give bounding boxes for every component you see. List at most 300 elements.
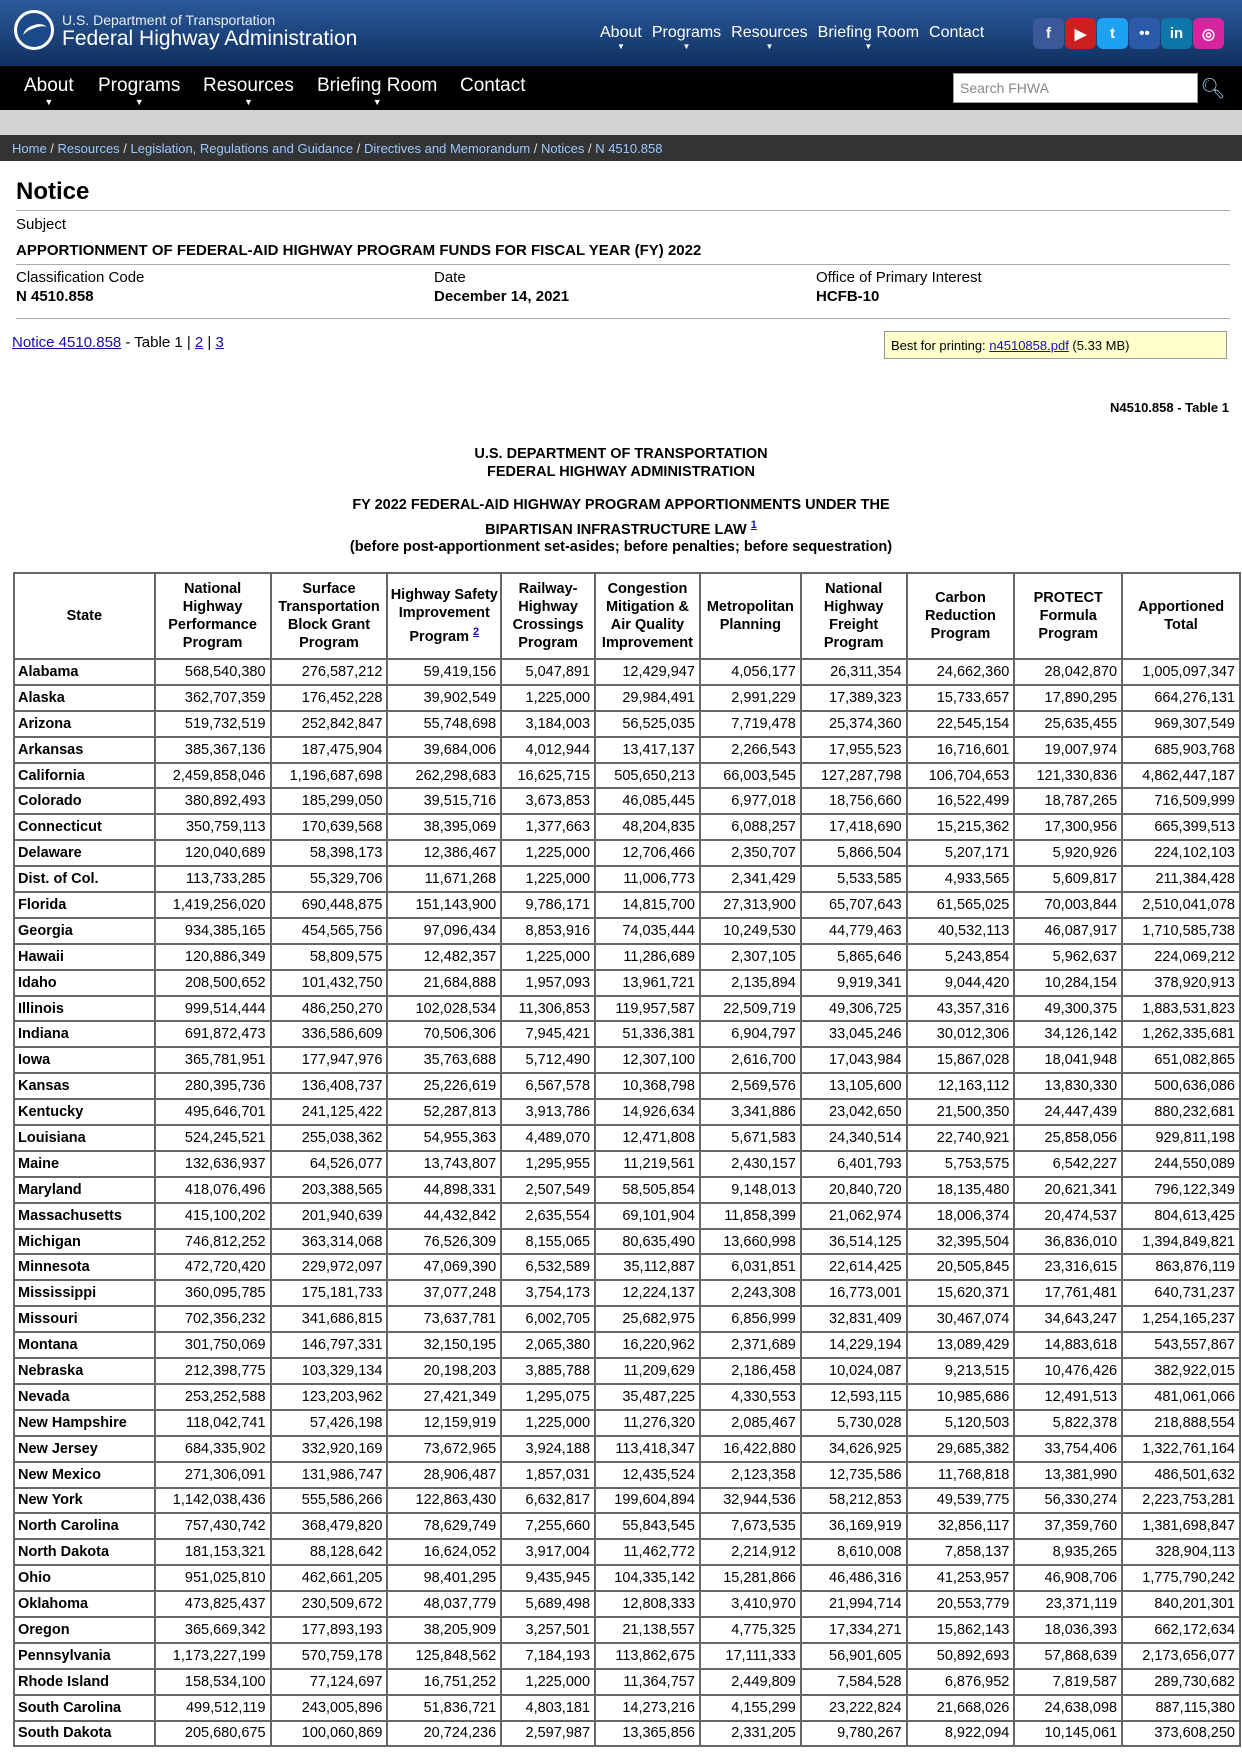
amount-cell: 70,003,844 xyxy=(1014,892,1122,918)
amount-cell: 934,385,165 xyxy=(155,918,271,944)
amount-cell: 9,044,420 xyxy=(907,970,1015,996)
amount-cell: 13,417,137 xyxy=(595,737,700,763)
amount-cell: 16,625,715 xyxy=(501,763,595,789)
search-icon[interactable]: 🔍︎ xyxy=(1200,77,1226,100)
amount-cell: 22,509,719 xyxy=(700,996,801,1022)
amount-cell: 136,408,737 xyxy=(271,1073,388,1099)
table-row xyxy=(14,685,1240,711)
state-cell: New York xyxy=(14,1488,155,1514)
state-cell: North Dakota xyxy=(14,1539,155,1565)
amount-cell: 5,609,817 xyxy=(1014,866,1122,892)
amount-cell: 690,448,875 xyxy=(271,892,388,918)
amount-cell: 17,334,271 xyxy=(801,1617,907,1643)
breadcrumb-resources[interactable]: Resources xyxy=(57,141,120,156)
amount-cell: 276,587,212 xyxy=(271,659,388,685)
amount-cell: 6,876,952 xyxy=(907,1669,1015,1695)
amount-cell: 684,335,902 xyxy=(155,1436,271,1462)
breadcrumb-directives[interactable]: Directives and Memorandum xyxy=(363,141,531,156)
top-nav-contact[interactable]: Contact xyxy=(929,24,985,41)
amount-cell: 10,368,798 xyxy=(595,1073,700,1099)
amount-cell: 746,812,252 xyxy=(155,1229,271,1255)
amount-cell: 11,286,689 xyxy=(595,944,700,970)
amount-cell: 64,526,077 xyxy=(271,1151,388,1177)
amount-cell: 30,012,306 xyxy=(907,1021,1015,1047)
amount-cell: 1,173,227,199 xyxy=(155,1643,271,1669)
amount-cell: 49,539,775 xyxy=(907,1488,1015,1514)
amount-cell: 2,371,689 xyxy=(700,1332,801,1358)
amount-cell: 35,112,887 xyxy=(595,1254,700,1280)
amount-cell: 11,768,818 xyxy=(907,1462,1015,1488)
amount-cell: 23,316,615 xyxy=(1014,1254,1122,1280)
table-doc-id: N4510.858 - Table 1 xyxy=(1110,400,1229,415)
amount-cell: 360,095,785 xyxy=(155,1280,271,1306)
amount-cell: 2,507,549 xyxy=(501,1177,595,1203)
breadcrumb-sep: / xyxy=(530,141,541,156)
amount-cell: 211,384,428 xyxy=(1122,866,1240,892)
amount-cell: 12,386,467 xyxy=(387,840,501,866)
amount-cell: 22,545,154 xyxy=(907,711,1015,737)
amount-cell: 121,330,836 xyxy=(1014,763,1122,789)
amount-cell: 12,163,112 xyxy=(907,1073,1015,1099)
amount-cell: 243,005,896 xyxy=(271,1695,388,1721)
amount-cell: 3,184,003 xyxy=(501,711,595,737)
amount-cell: 30,467,074 xyxy=(907,1306,1015,1332)
amount-cell: 59,419,156 xyxy=(387,659,501,685)
amount-cell: 48,204,835 xyxy=(595,814,700,840)
youtube-icon[interactable]: ▶ xyxy=(1065,18,1096,49)
amount-cell: 7,184,193 xyxy=(501,1643,595,1669)
subject-label: Subject xyxy=(16,216,67,233)
amount-cell: 6,002,705 xyxy=(501,1306,595,1332)
amount-cell: 4,862,447,187 xyxy=(1122,763,1240,789)
amount-cell: 65,707,643 xyxy=(801,892,907,918)
state-cell: Idaho xyxy=(14,970,155,996)
amount-cell: 2,430,157 xyxy=(700,1151,801,1177)
amount-cell: 46,087,917 xyxy=(1014,918,1122,944)
amount-cell: 21,994,714 xyxy=(801,1591,907,1617)
amount-cell: 55,329,706 xyxy=(271,866,388,892)
amount-cell: 38,395,069 xyxy=(387,814,501,840)
amount-cell: 22,614,425 xyxy=(801,1254,907,1280)
amount-cell: 12,808,333 xyxy=(595,1591,700,1617)
amount-cell: 56,525,035 xyxy=(595,711,700,737)
amount-cell: 8,155,065 xyxy=(501,1229,595,1255)
table-row xyxy=(14,1254,1240,1280)
top-nav-about[interactable]: About ▼ xyxy=(600,24,642,42)
amount-cell: 4,155,299 xyxy=(700,1695,801,1721)
amount-cell: 418,076,496 xyxy=(155,1177,271,1203)
amount-cell: 73,672,965 xyxy=(387,1436,501,1462)
amount-cell: 5,712,490 xyxy=(501,1047,595,1073)
table-row xyxy=(14,1229,1240,1255)
amount-cell: 125,848,562 xyxy=(387,1643,501,1669)
col-header: Congestion Mitigation & Air Quality Improvement xyxy=(595,573,700,659)
amount-cell: 1,775,790,242 xyxy=(1122,1565,1240,1591)
agency-name[interactable]: Federal Highway Administration xyxy=(62,27,358,50)
amount-cell: 341,686,815 xyxy=(271,1306,388,1332)
table-row xyxy=(14,1513,1240,1539)
nav-resources[interactable]: Resources ▼ xyxy=(203,75,294,97)
table-links xyxy=(12,334,224,351)
amount-cell: 52,287,813 xyxy=(387,1099,501,1125)
amount-cell: 77,124,697 xyxy=(271,1669,388,1695)
amount-cell: 17,043,984 xyxy=(801,1047,907,1073)
amount-cell: 24,662,360 xyxy=(907,659,1015,685)
table-2-link[interactable]: 2 xyxy=(194,334,204,351)
amount-cell: 34,126,142 xyxy=(1014,1021,1122,1047)
amount-cell: 44,779,463 xyxy=(801,918,907,944)
facebook-icon[interactable]: f xyxy=(1033,18,1064,49)
amount-cell: 11,671,268 xyxy=(387,866,501,892)
amount-cell: 17,418,690 xyxy=(801,814,907,840)
amount-cell: 50,892,693 xyxy=(907,1643,1015,1669)
amount-cell: 3,341,886 xyxy=(700,1099,801,1125)
col-header: PROTECT Formula Program xyxy=(1014,573,1122,659)
amount-cell: 9,148,013 xyxy=(700,1177,801,1203)
amount-cell: 2,223,753,281 xyxy=(1122,1488,1240,1514)
breadcrumb-legislation[interactable]: Legislation, Regulations and Guidance xyxy=(130,141,354,156)
amount-cell: 1,225,000 xyxy=(501,944,595,970)
amount-cell: 44,898,331 xyxy=(387,1177,501,1203)
amount-cell: 230,509,672 xyxy=(271,1591,388,1617)
linkedin-icon[interactable]: in xyxy=(1161,18,1192,49)
amount-cell: 14,815,700 xyxy=(595,892,700,918)
amount-cell: 26,311,354 xyxy=(801,659,907,685)
amount-cell: 280,395,736 xyxy=(155,1073,271,1099)
amount-cell: 8,935,265 xyxy=(1014,1539,1122,1565)
amount-cell: 54,955,363 xyxy=(387,1125,501,1151)
amount-cell: 113,862,675 xyxy=(595,1643,700,1669)
amount-cell: 16,773,001 xyxy=(801,1280,907,1306)
nav-briefing-room[interactable]: Briefing Room ▼ xyxy=(317,75,437,97)
top-nav-briefing-room[interactable]: Briefing Room ▼ xyxy=(818,24,919,42)
amount-cell: 46,908,706 xyxy=(1014,1565,1122,1591)
state-cell: North Carolina xyxy=(14,1513,155,1539)
amount-cell: 332,920,169 xyxy=(271,1436,388,1462)
amount-cell: 9,213,515 xyxy=(907,1358,1015,1384)
state-cell: Alabama xyxy=(14,659,155,685)
amount-cell: 2,341,429 xyxy=(700,866,801,892)
amount-cell: 880,232,681 xyxy=(1122,1099,1240,1125)
amount-cell: 5,207,171 xyxy=(907,840,1015,866)
office-label: Office of Primary Interest xyxy=(816,269,982,286)
col-header: National Highway Performance Program xyxy=(155,573,271,659)
amount-cell: 1,322,761,164 xyxy=(1122,1436,1240,1462)
amount-cell: 61,565,025 xyxy=(907,892,1015,918)
amount-cell: 15,867,028 xyxy=(907,1047,1015,1073)
amount-cell: 8,610,008 xyxy=(801,1539,907,1565)
amount-cell: 16,716,601 xyxy=(907,737,1015,763)
amount-cell: 289,730,682 xyxy=(1122,1669,1240,1695)
amount-cell: 382,922,015 xyxy=(1122,1358,1240,1384)
table-row xyxy=(14,788,1240,814)
amount-cell: 2,616,700 xyxy=(700,1047,801,1073)
amount-cell: 36,169,919 xyxy=(801,1513,907,1539)
amount-cell: 11,858,399 xyxy=(700,1203,801,1229)
amount-cell: 499,512,119 xyxy=(155,1695,271,1721)
table-row xyxy=(14,1151,1240,1177)
amount-cell: 122,863,430 xyxy=(387,1488,501,1514)
amount-cell: 2,123,358 xyxy=(700,1462,801,1488)
amount-cell: 177,947,976 xyxy=(271,1047,388,1073)
state-cell: New Hampshire xyxy=(14,1410,155,1436)
state-cell: Hawaii xyxy=(14,944,155,970)
amount-cell: 5,866,504 xyxy=(801,840,907,866)
state-cell: Oklahoma xyxy=(14,1591,155,1617)
amount-cell: 119,957,587 xyxy=(595,996,700,1022)
amount-cell: 58,398,173 xyxy=(271,840,388,866)
table-row xyxy=(14,1177,1240,1203)
amount-cell: 20,553,779 xyxy=(907,1591,1015,1617)
amount-cell: 29,984,491 xyxy=(595,685,700,711)
amount-cell: 9,435,945 xyxy=(501,1565,595,1591)
amount-cell: 25,226,619 xyxy=(387,1073,501,1099)
table-sep: | xyxy=(203,334,216,351)
amount-cell: 113,418,347 xyxy=(595,1436,700,1462)
amount-cell: 21,500,350 xyxy=(907,1099,1015,1125)
amount-cell: 2,243,308 xyxy=(700,1280,801,1306)
amount-cell: 664,276,131 xyxy=(1122,685,1240,711)
amount-cell: 12,471,808 xyxy=(595,1125,700,1151)
amount-cell: 9,919,341 xyxy=(801,970,907,996)
table-row xyxy=(14,1539,1240,1565)
table-row xyxy=(14,1047,1240,1073)
amount-cell: 27,313,900 xyxy=(700,892,801,918)
amount-cell: 1,196,687,698 xyxy=(271,763,388,789)
amount-cell: 103,329,134 xyxy=(271,1358,388,1384)
amount-cell: 120,886,349 xyxy=(155,944,271,970)
amount-cell: 212,398,775 xyxy=(155,1358,271,1384)
amount-cell: 4,933,565 xyxy=(907,866,1015,892)
amount-cell: 113,733,285 xyxy=(155,866,271,892)
amount-cell: 17,890,295 xyxy=(1014,685,1122,711)
flickr-icon[interactable]: •• xyxy=(1129,18,1160,49)
amount-cell: 5,753,575 xyxy=(907,1151,1015,1177)
table-row xyxy=(14,711,1240,737)
amount-cell: 36,514,125 xyxy=(801,1229,907,1255)
amount-cell: 362,707,359 xyxy=(155,685,271,711)
amount-cell: 16,624,052 xyxy=(387,1539,501,1565)
apportionment-table xyxy=(13,572,1241,1747)
amount-cell: 17,300,956 xyxy=(1014,814,1122,840)
amount-cell: 25,635,455 xyxy=(1014,711,1122,737)
amount-cell: 12,307,100 xyxy=(595,1047,700,1073)
amount-cell: 39,902,549 xyxy=(387,685,501,711)
amount-cell: 373,608,250 xyxy=(1122,1721,1240,1747)
breadcrumb-current[interactable]: N 4510.858 xyxy=(595,141,663,156)
amount-cell: 57,868,639 xyxy=(1014,1643,1122,1669)
amount-cell: 98,401,295 xyxy=(387,1565,501,1591)
amount-cell: 6,542,227 xyxy=(1014,1151,1122,1177)
footnote-1-link[interactable]: 1 xyxy=(750,519,757,531)
amount-cell: 4,012,944 xyxy=(501,737,595,763)
amount-cell: 18,787,265 xyxy=(1014,788,1122,814)
amount-cell: 13,365,856 xyxy=(595,1721,700,1747)
twitter-icon[interactable]: t xyxy=(1097,18,1128,49)
table-row xyxy=(14,944,1240,970)
amount-cell: 241,125,422 xyxy=(271,1099,388,1125)
top-nav-resources[interactable]: Resources ▼ xyxy=(731,24,807,42)
nav-about[interactable]: About ▼ xyxy=(24,75,74,97)
amount-cell: 21,668,026 xyxy=(907,1695,1015,1721)
amount-cell: 6,856,999 xyxy=(700,1306,801,1332)
amount-cell: 505,650,213 xyxy=(595,763,700,789)
nav-programs[interactable]: Programs ▼ xyxy=(98,75,180,97)
amount-cell: 12,593,115 xyxy=(801,1384,907,1410)
amount-cell: 55,843,545 xyxy=(595,1513,700,1539)
amount-cell: 8,853,916 xyxy=(501,918,595,944)
amount-cell: 120,040,689 xyxy=(155,840,271,866)
table-row xyxy=(14,763,1240,789)
search-input[interactable]: Search FHWA xyxy=(953,73,1198,103)
col-header: Railway-Highway Crossings Program xyxy=(501,573,595,659)
amount-cell: 5,243,854 xyxy=(907,944,1015,970)
table-row xyxy=(14,1462,1240,1488)
dot-logo-icon[interactable] xyxy=(14,10,54,50)
breadcrumb-home[interactable]: Home xyxy=(12,141,47,156)
amount-cell: 519,732,519 xyxy=(155,711,271,737)
amount-cell: 5,962,637 xyxy=(1014,944,1122,970)
amount-cell: 13,961,721 xyxy=(595,970,700,996)
amount-cell: 187,475,904 xyxy=(271,737,388,763)
amount-cell: 69,101,904 xyxy=(595,1203,700,1229)
amount-cell: 4,803,181 xyxy=(501,1695,595,1721)
top-nav-programs[interactable]: Programs ▼ xyxy=(652,24,721,42)
amount-cell: 691,872,473 xyxy=(155,1021,271,1047)
amount-cell: 21,138,557 xyxy=(595,1617,700,1643)
footnote-2-link[interactable]: 2 xyxy=(473,626,480,639)
amount-cell: 27,421,349 xyxy=(387,1384,501,1410)
date-label: Date xyxy=(434,269,466,286)
col-header: Surface Transportation Block Grant Program xyxy=(271,573,388,659)
amount-cell: 11,462,772 xyxy=(595,1539,700,1565)
state-cell: Delaware xyxy=(14,840,155,866)
amount-cell: 1,295,075 xyxy=(501,1384,595,1410)
agency-department: U.S. Department of Transportation xyxy=(62,12,276,28)
breadcrumb-sep: / xyxy=(119,141,131,156)
notice-link[interactable]: Notice 4510.858 xyxy=(12,334,122,351)
amount-cell: 4,775,325 xyxy=(700,1617,801,1643)
state-cell: New Mexico xyxy=(14,1462,155,1488)
amount-cell: 368,479,820 xyxy=(271,1513,388,1539)
amount-cell: 12,429,947 xyxy=(595,659,700,685)
breadcrumb-notices[interactable]: Notices xyxy=(541,141,585,156)
state-cell: Connecticut xyxy=(14,814,155,840)
amount-cell: 16,522,499 xyxy=(907,788,1015,814)
amount-cell: 3,913,786 xyxy=(501,1099,595,1125)
amount-cell: 7,673,535 xyxy=(700,1513,801,1539)
table-title-line2 xyxy=(0,516,1242,539)
amount-cell: 20,198,203 xyxy=(387,1358,501,1384)
amount-cell: 20,621,341 xyxy=(1014,1177,1122,1203)
amount-cell: 18,041,948 xyxy=(1014,1047,1122,1073)
amount-cell: 2,635,554 xyxy=(501,1203,595,1229)
instagram-icon[interactable]: ◎ xyxy=(1193,18,1224,49)
state-cell: Colorado xyxy=(14,788,155,814)
nav-contact[interactable]: Contact xyxy=(460,75,526,96)
site-banner xyxy=(0,0,1242,66)
amount-cell: 201,940,639 xyxy=(271,1203,388,1229)
amount-cell: 224,102,103 xyxy=(1122,840,1240,866)
amount-cell: 32,944,536 xyxy=(700,1488,801,1514)
amount-cell: 651,082,865 xyxy=(1122,1047,1240,1073)
state-cell: Pennsylvania xyxy=(14,1643,155,1669)
amount-cell: 365,669,342 xyxy=(155,1617,271,1643)
state-cell: Nebraska xyxy=(14,1358,155,1384)
amount-cell: 3,257,501 xyxy=(501,1617,595,1643)
amount-cell: 5,822,378 xyxy=(1014,1410,1122,1436)
amount-cell: 665,399,513 xyxy=(1122,814,1240,840)
state-cell: Georgia xyxy=(14,918,155,944)
amount-cell: 5,730,028 xyxy=(801,1410,907,1436)
amount-cell: 415,100,202 xyxy=(155,1203,271,1229)
amount-cell: 252,842,847 xyxy=(271,711,388,737)
breadcrumb-sep: / xyxy=(46,141,58,156)
amount-cell: 570,759,178 xyxy=(271,1643,388,1669)
amount-cell: 5,920,926 xyxy=(1014,840,1122,866)
table-row xyxy=(14,892,1240,918)
state-cell: Mississippi xyxy=(14,1280,155,1306)
print-prefix: Best for printing: xyxy=(891,338,990,353)
amount-cell: 51,336,381 xyxy=(595,1021,700,1047)
amount-cell: 1,857,031 xyxy=(501,1462,595,1488)
amount-cell: 35,763,688 xyxy=(387,1047,501,1073)
table-body xyxy=(14,659,1240,1746)
amount-cell: 1,225,000 xyxy=(501,1669,595,1695)
pdf-link[interactable]: n4510858.pdf xyxy=(989,338,1069,353)
amount-cell: 4,056,177 xyxy=(700,659,801,685)
state-cell: Missouri xyxy=(14,1306,155,1332)
amount-cell: 887,115,380 xyxy=(1122,1695,1240,1721)
amount-cell: 244,550,089 xyxy=(1122,1151,1240,1177)
table-row xyxy=(14,1695,1240,1721)
table-3-link[interactable]: 3 xyxy=(215,334,224,351)
amount-cell: 336,586,609 xyxy=(271,1021,388,1047)
amount-cell: 28,906,487 xyxy=(387,1462,501,1488)
amount-cell: 51,836,721 xyxy=(387,1695,501,1721)
amount-cell: 3,917,004 xyxy=(501,1539,595,1565)
social-links xyxy=(1033,18,1224,49)
amount-cell: 999,514,444 xyxy=(155,996,271,1022)
top-nav xyxy=(600,24,984,42)
amount-cell: 8,922,094 xyxy=(907,1721,1015,1747)
state-cell: Arkansas xyxy=(14,737,155,763)
amount-cell: 24,447,439 xyxy=(1014,1099,1122,1125)
amount-cell: 97,096,434 xyxy=(387,918,501,944)
amount-cell: 796,122,349 xyxy=(1122,1177,1240,1203)
amount-cell: 5,533,585 xyxy=(801,866,907,892)
amount-cell: 177,893,193 xyxy=(271,1617,388,1643)
divider xyxy=(16,264,1230,265)
state-cell: Montana xyxy=(14,1332,155,1358)
amount-cell: 3,885,788 xyxy=(501,1358,595,1384)
amount-cell: 106,704,653 xyxy=(907,763,1015,789)
amount-cell: 23,371,119 xyxy=(1014,1591,1122,1617)
amount-cell: 11,006,773 xyxy=(595,866,700,892)
amount-cell: 253,252,588 xyxy=(155,1384,271,1410)
amount-cell: 1,377,663 xyxy=(501,814,595,840)
classification-value: N 4510.858 xyxy=(16,288,94,305)
amount-cell: 1,225,000 xyxy=(501,866,595,892)
amount-cell: 363,314,068 xyxy=(271,1229,388,1255)
amount-cell: 3,673,853 xyxy=(501,788,595,814)
amount-cell: 38,205,909 xyxy=(387,1617,501,1643)
amount-cell: 500,636,086 xyxy=(1122,1073,1240,1099)
amount-cell: 11,306,853 xyxy=(501,996,595,1022)
amount-cell: 118,042,741 xyxy=(155,1410,271,1436)
amount-cell: 662,172,634 xyxy=(1122,1617,1240,1643)
table-row xyxy=(14,866,1240,892)
